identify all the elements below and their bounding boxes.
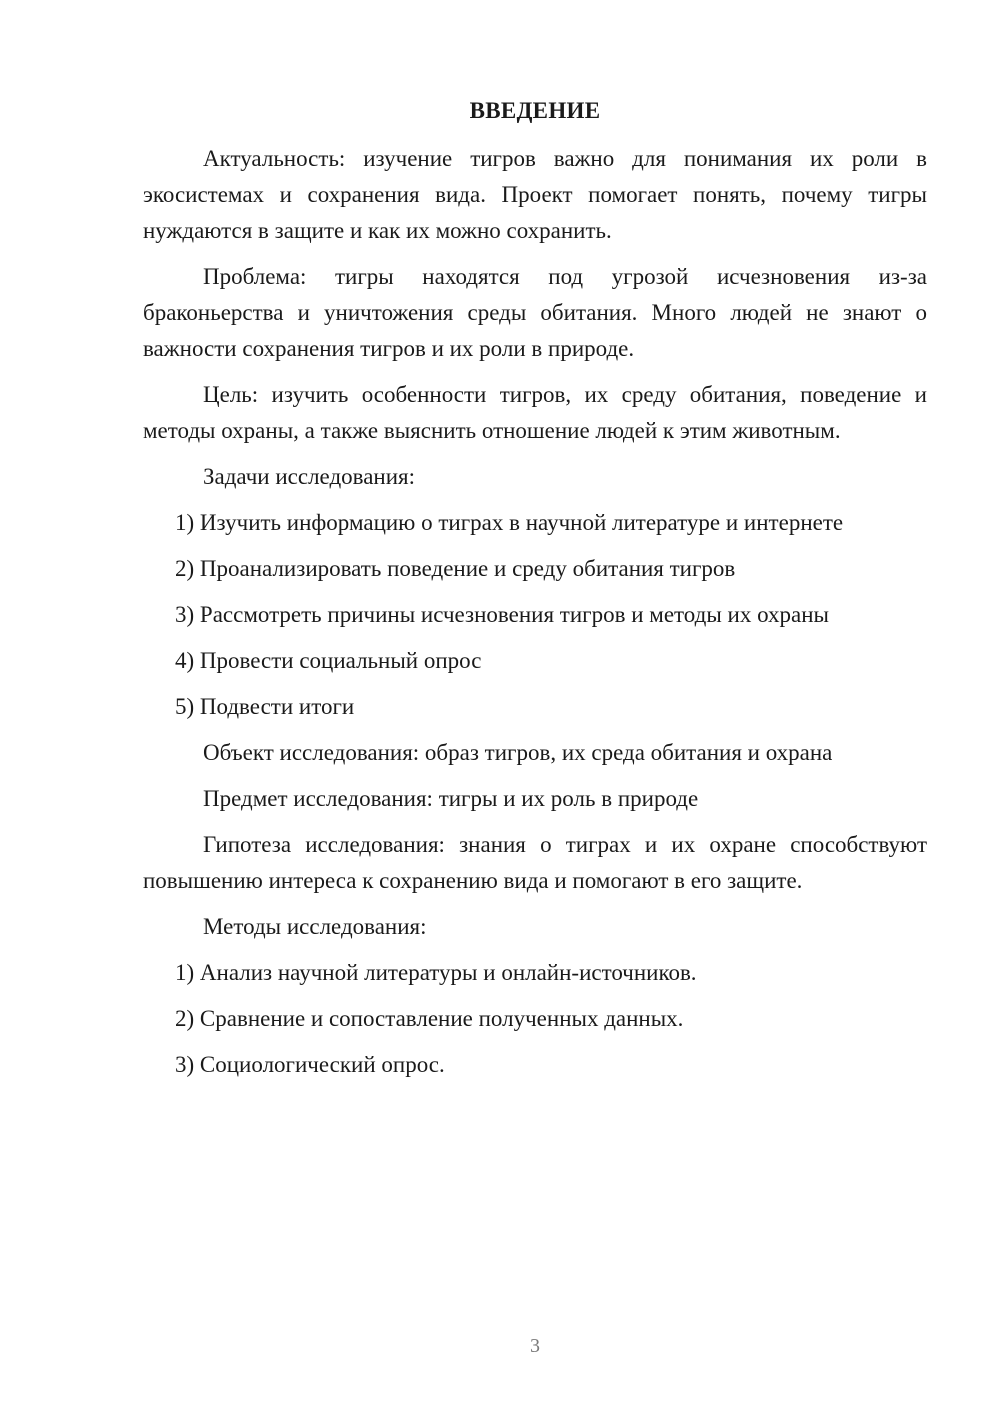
- tasks-title: Задачи исследования:: [203, 464, 416, 489]
- task-item: 3) Рассмотреть причины исчезновения тигров и методы их охраны: [175, 602, 829, 627]
- document-body: [143, 141, 927, 1093]
- methods-title: Методы исследования:: [203, 914, 427, 939]
- object-paragraph: Объект исследования: образ тигров, их среда обитания и охрана: [203, 740, 833, 765]
- method-item: 3) Социологический опрос.: [175, 1052, 445, 1077]
- method-item: 1) Анализ научной литературы и онлайн-источников.: [175, 960, 697, 985]
- task-item: 5) Подвести итоги: [175, 694, 355, 719]
- relevance-paragraph: Актуальность: изучение тигров важно для понимания их роли в экосистемах и сохранения вида. Проект помогает понять, почему тигры нуждаются в защите и как их можно сохранить.: [143, 146, 927, 243]
- task-item: 2) Проанализировать поведение и среду обитания тигров: [175, 556, 736, 581]
- hypothesis-paragraph: Гипотеза исследования: знания о тиграх и их охране способствуют повышению интереса к сохранению вида и помогают в его защите.: [143, 832, 927, 893]
- goal-paragraph: Цель: изучить особенности тигров, их среду обитания, поведение и методы охраны, а также выяснить отношение людей к этим животным.: [143, 382, 927, 443]
- problem-paragraph: Проблема: тигры находятся под угрозой исчезновения из-за браконьерства и уничтожения среды обитания. Много людей не знают о важности сохранения тигров и их роли в природе.: [143, 264, 927, 361]
- task-item: 1) Изучить информацию о тиграх в научной литературе и интернете: [175, 510, 844, 535]
- task-item: 4) Провести социальный опрос: [175, 648, 482, 673]
- section-heading: ВВЕДЕНИЕ: [469, 98, 601, 123]
- page-number: 3: [530, 1335, 540, 1357]
- subject-paragraph: Предмет исследования: тигры и их роль в природе: [203, 786, 699, 811]
- method-item: 2) Сравнение и сопоставление полученных данных.: [175, 1006, 684, 1031]
